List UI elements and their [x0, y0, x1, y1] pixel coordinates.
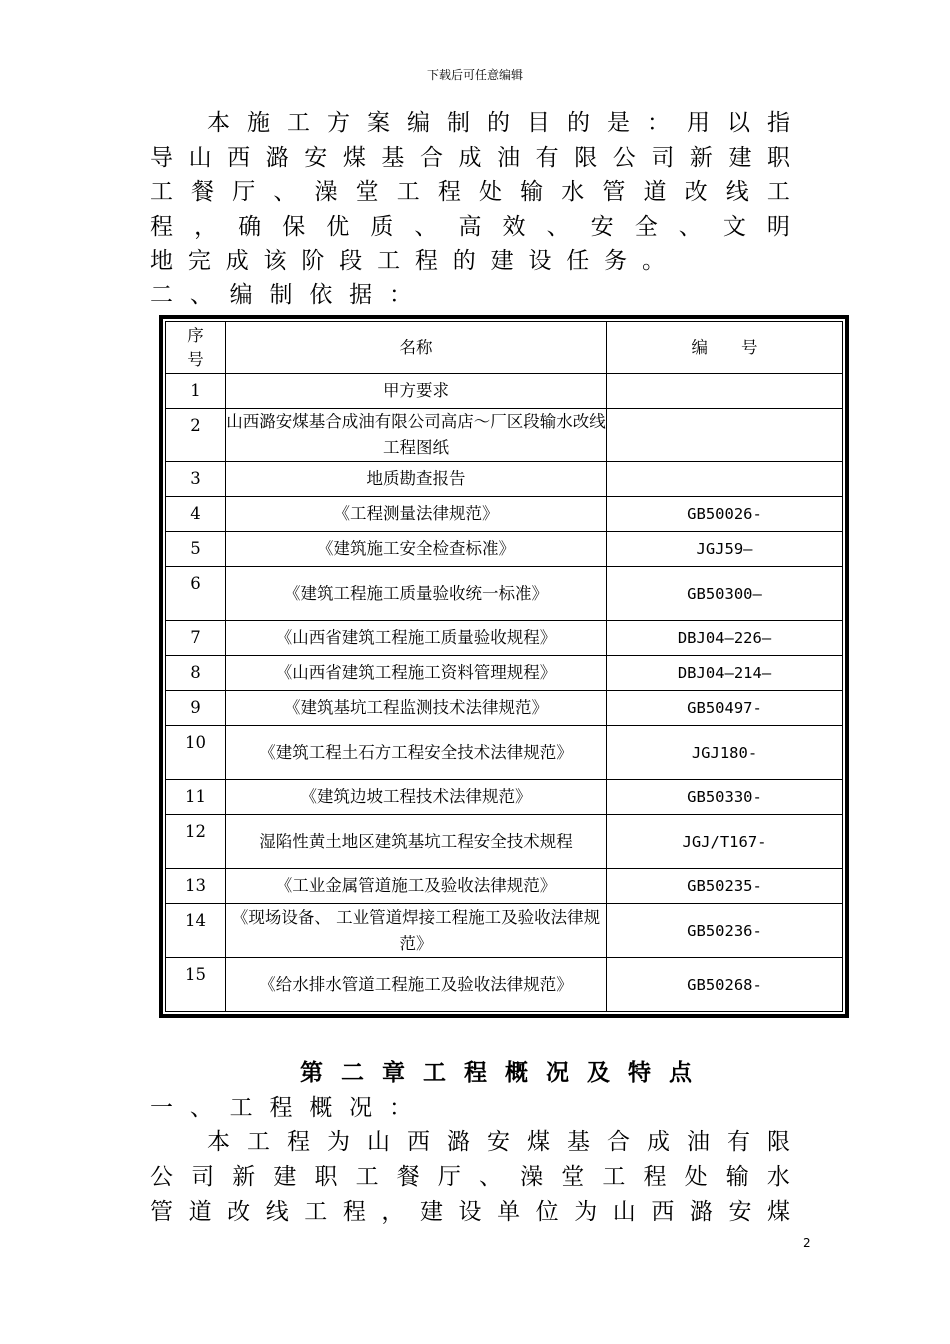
- cell-index: 5: [166, 532, 226, 567]
- cell-index: 1: [166, 374, 226, 409]
- cell-code: GB50330-: [607, 780, 843, 815]
- cell-index: 10: [166, 726, 226, 780]
- cell-index: 6: [166, 567, 226, 621]
- table-row: [166, 691, 843, 726]
- table-row: [166, 726, 843, 780]
- cell-name: 《工程测量法律规范》: [226, 497, 607, 532]
- table-row: [166, 958, 843, 1012]
- cell-name: 《建筑边坡工程技术法律规范》: [226, 780, 607, 815]
- page-header: 下载后可任意编辑: [426, 68, 523, 82]
- table-row: [166, 497, 843, 532]
- paragraph-line: 工 餐 厅 、 澡 堂 工 程 处 输 水 管 道 改 线 工: [150, 179, 790, 205]
- cell-code: [607, 409, 843, 462]
- cell-code: JGJ180-: [607, 726, 843, 780]
- cell-name: 地质勘查报告: [226, 462, 607, 497]
- cell-index: 8: [166, 656, 226, 691]
- cell-index: 7: [166, 621, 226, 656]
- cell-name: 《山西省建筑工程施工资料管理规程》: [226, 656, 607, 691]
- cell-name: 《建筑工程土石方工程安全技术法律规范》: [226, 726, 607, 780]
- paragraph-line: 程 ， 确 保 优 质 、 高 效 、 安 全 、 文 明: [150, 214, 790, 240]
- cell-index: 12: [166, 815, 226, 869]
- section-heading: 一 、 工 程 概 况 ：: [150, 1095, 412, 1121]
- cell-code: GB50026-: [607, 497, 843, 532]
- cell-index: 3: [166, 462, 226, 497]
- cell-index: 2: [166, 409, 226, 462]
- table-row: [166, 904, 843, 958]
- cell-index: 11: [166, 780, 226, 815]
- table-row: [166, 409, 843, 462]
- header-name: 名称: [226, 322, 607, 374]
- cell-code: [607, 462, 843, 497]
- paragraph-line: 本 施 工 方 案 编 制 的 目 的 是 ： 用 以 指: [207, 110, 790, 136]
- cell-name: 《建筑施工安全检查标准》: [226, 532, 607, 567]
- cell-index: 13: [166, 869, 226, 904]
- cell-code: GB50497-: [607, 691, 843, 726]
- cell-name: 《给水排水管道工程施工及验收法律规范》: [226, 958, 607, 1012]
- cell-code: GB50236-: [607, 904, 843, 958]
- paragraph-line: 管 道 改 线 工 程 ， 建 设 单 位 为 山 西 潞 安 煤: [150, 1199, 790, 1225]
- basis-table: [159, 315, 849, 1018]
- cell-name: 《建筑工程施工质量验收统一标准》: [226, 567, 607, 621]
- paragraph-line: 本 工 程 为 山 西 潞 安 煤 基 合 成 油 有 限: [207, 1129, 790, 1155]
- table-row: [166, 780, 843, 815]
- cell-code: GB50235-: [607, 869, 843, 904]
- cell-index: 15: [166, 958, 226, 1012]
- cell-index: 14: [166, 904, 226, 958]
- cell-name: 《建筑基坑工程监测技术法律规范》: [226, 691, 607, 726]
- header-index: 序号: [166, 322, 226, 374]
- table-body: [166, 374, 843, 1012]
- cell-code: JGJ59—: [607, 532, 843, 567]
- cell-index: 4: [166, 497, 226, 532]
- table-row: [166, 462, 843, 497]
- table-row: [166, 869, 843, 904]
- table-row: [166, 532, 843, 567]
- header-code: 编 号: [607, 322, 843, 374]
- table-row: [166, 656, 843, 691]
- section-heading: 二 、 编 制 依 据 ：: [150, 282, 412, 308]
- cell-name: 《山西省建筑工程施工质量验收规程》: [226, 621, 607, 656]
- cell-code: JGJ/T167-: [607, 815, 843, 869]
- cell-code: GB50268-: [607, 958, 843, 1012]
- page-number: 2: [803, 1236, 811, 1250]
- paragraph-line: 公 司 新 建 职 工 餐 厅 、 澡 堂 工 程 处 输 水: [150, 1164, 790, 1190]
- chapter-title: 第 二 章 工 程 概 况 及 特 点: [300, 1060, 692, 1086]
- paragraph-line: 导 山 西 潞 安 煤 基 合 成 油 有 限 公 司 新 建 职: [150, 145, 790, 171]
- cell-index: 9: [166, 691, 226, 726]
- cell-name: 《现场设备、 工业管道焊接工程施工及验收法律规范》: [226, 904, 607, 958]
- cell-code: DBJ04—214—: [607, 656, 843, 691]
- table-row: [166, 621, 843, 656]
- cell-name: 《工业金属管道施工及验收法律规范》: [226, 869, 607, 904]
- table-row: [166, 815, 843, 869]
- cell-name: 山西潞安煤基合成油有限公司高店～厂区段输水改线工程图纸: [226, 409, 607, 462]
- cell-code: DBJ04—226—: [607, 621, 843, 656]
- table-row: [166, 374, 843, 409]
- cell-name: 湿陷性黄土地区建筑基坑工程安全技术规程: [226, 815, 607, 869]
- cell-code: GB50300—: [607, 567, 843, 621]
- paragraph-line: 地 完 成 该 阶 段 工 程 的 建 设 任 务 。: [150, 248, 665, 274]
- table-row: [166, 567, 843, 621]
- cell-name: 甲方要求: [226, 374, 607, 409]
- cell-code: [607, 374, 843, 409]
